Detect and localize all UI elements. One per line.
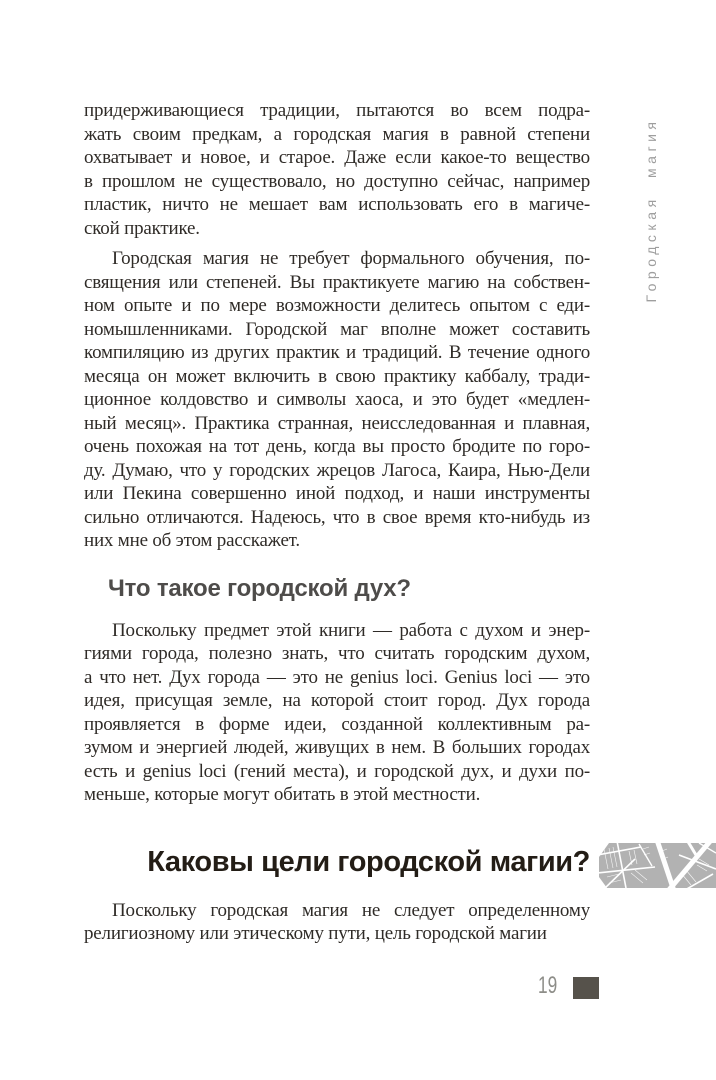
text-line: зумом и энергией людей, живущих в нем. В больших городах <box>84 737 590 758</box>
text-line: Поскольку городская магия не следует определенному <box>112 899 590 921</box>
page-number: 19 <box>538 972 558 999</box>
text-line: ционное колдовство и символы хаоса, и это будет «медлен- <box>84 389 590 410</box>
city-map-decoration-icon <box>599 843 716 888</box>
text-line: гиями города, полезно знать, что считать городским духом, <box>84 643 590 664</box>
text-line: ской практике. <box>84 217 200 239</box>
section-heading-small: Что такое городской дух? <box>108 574 411 602</box>
text-line: проявляется в форме идеи, созданной коллективным ра- <box>84 713 590 735</box>
paragraph <box>84 99 590 240</box>
text-line: религиозному или этическому пути, цель городской магии <box>84 923 547 944</box>
text-line: ду. Думаю, что у городских жрецов Лагоса, Каира, Нью-Дели <box>84 459 590 481</box>
text-line: охватывает и новое, и старое. Даже если какое-то вещество <box>84 147 590 168</box>
text-line: компиляцию из других практик и традиций. В течение одного <box>84 342 590 363</box>
text-line: Поскольку предмет этой книги — работа с духом и энер- <box>112 619 590 641</box>
text-line: очень похожая на тот день, когда вы просто бродите по горо- <box>84 436 590 457</box>
body-text <box>84 99 590 946</box>
running-title-vertical: Городская магия <box>643 117 659 303</box>
text-line: есть и genius loci (гений места), и городской дух, и духи по- <box>84 760 590 782</box>
footer-square-marker <box>573 977 599 999</box>
text-line: идея, присущая земле, на которой стоит город. Дух города <box>84 690 590 711</box>
text-line: в прошлом не существовало, но доступно сейчас, например <box>84 170 590 192</box>
text-line: придерживающиеся традиции, пытаются во всем подра- <box>84 100 590 121</box>
text-line: или Пекина совершенно иной подход, и наши инструменты <box>84 483 590 504</box>
text-line: священия или степеней. Вы практикуете магию на собствен- <box>84 271 590 293</box>
text-line: месяца он может включить в свою практику каббалу, тради- <box>84 365 590 387</box>
text-line: них мне об этом расскажет. <box>84 530 300 551</box>
text-line: номышленниками. Городской маг вполне может составить <box>84 318 590 340</box>
text-line: жать своим предкам, а городская магия в равной степени <box>84 123 590 145</box>
text-line: сильно отличаются. Надеюсь, что в свое время кто-нибудь из <box>84 506 590 528</box>
paragraph <box>84 247 590 553</box>
text-line: Городская магия не требует формального обучения, по- <box>112 248 590 269</box>
section-heading-large: Каковы цели городской магии? <box>147 845 590 878</box>
text-line: ный месяц». Практика странная, неисследованная и плавная, <box>84 412 590 434</box>
paragraph <box>84 899 590 946</box>
text-line: ном опыте и по мере возможности делитесь опытом с еди- <box>84 295 590 316</box>
paragraph <box>84 619 590 807</box>
text-line: а что нет. Дух города — это не genius loci. Genius loci — это <box>84 666 590 688</box>
text-line: меньше, которые могут обитать в этой местности. <box>84 784 481 805</box>
text-line: пластик, ничто не мешает вам использовать его в магиче- <box>84 194 590 215</box>
